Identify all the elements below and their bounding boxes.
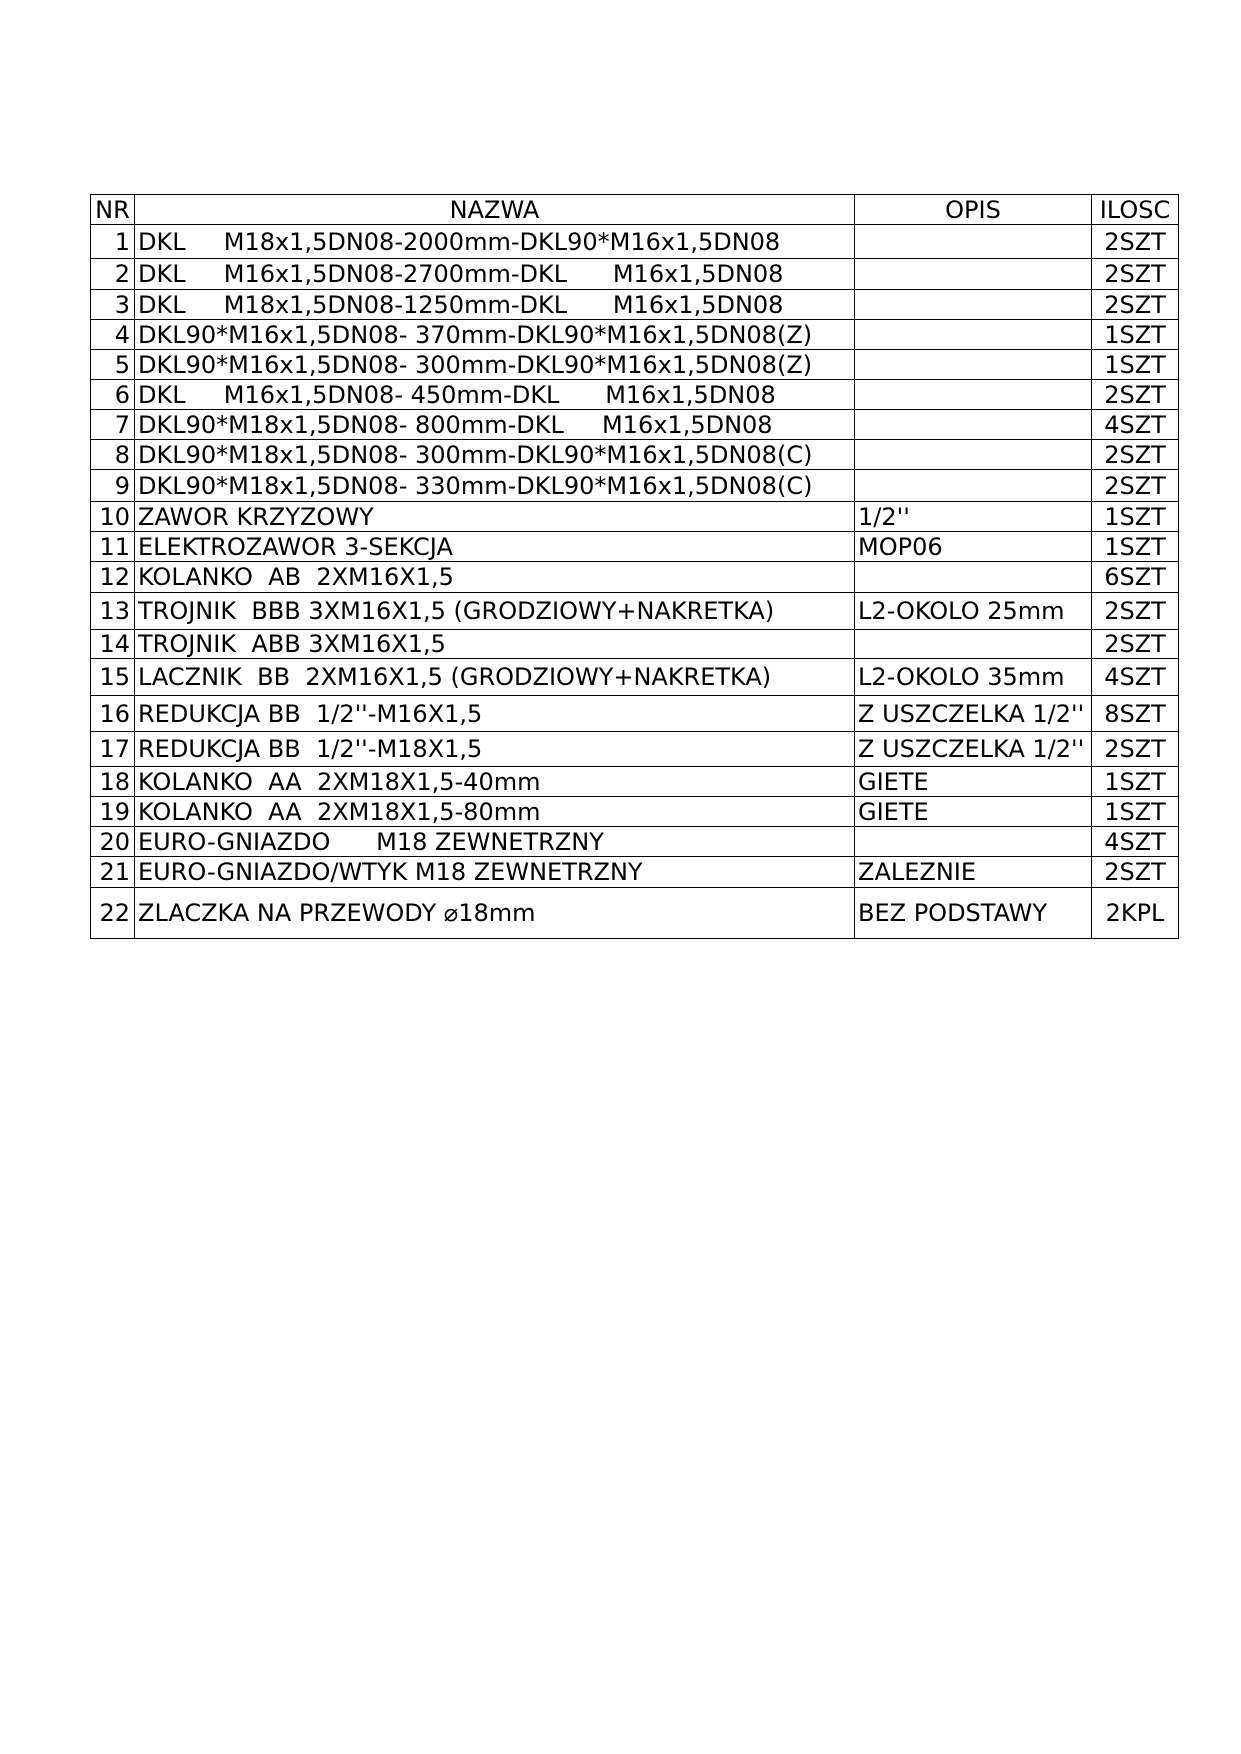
row-quantity-cell: 1SZT	[1092, 797, 1179, 827]
row-quantity-cell: 8SZT	[1092, 696, 1179, 732]
row-name-cell: DKL90*M18x1,5DN08- 330mm-DKL90*M16x1,5DN08(C)	[135, 470, 855, 502]
table-row	[91, 827, 1179, 857]
row-name-cell: DKL90*M16x1,5DN08- 300mm-DKL90*M16x1,5DN08(Z)	[135, 350, 855, 380]
row-nr-cell: 20	[91, 827, 135, 857]
header-nazwa: NAZWA	[135, 195, 855, 225]
row-description-cell	[855, 827, 1092, 857]
row-nr-cell: 9	[91, 470, 135, 502]
row-nr-cell: 17	[91, 732, 135, 767]
row-nr-cell: 16	[91, 696, 135, 732]
row-quantity-cell: 1SZT	[1092, 320, 1179, 350]
row-name-cell: TROJNIK BBB 3XM16X1,5 (GRODZIOWY+NAKRETKA)	[135, 593, 855, 630]
table-row	[91, 732, 1179, 767]
row-description-cell	[855, 562, 1092, 593]
row-quantity-cell: 2SZT	[1092, 225, 1179, 259]
row-nr-cell: 22	[91, 888, 135, 939]
row-name-cell: REDUKCJA BB 1/2''-M16X1,5	[135, 696, 855, 732]
row-nr-cell: 19	[91, 797, 135, 827]
table-row	[91, 320, 1179, 350]
row-description-cell: MOP06	[855, 532, 1092, 562]
row-description-cell	[855, 380, 1092, 410]
table-row	[91, 767, 1179, 797]
table-row	[91, 502, 1179, 532]
table-row	[91, 290, 1179, 320]
table-row	[91, 350, 1179, 380]
row-nr-cell: 8	[91, 440, 135, 470]
row-description-cell	[855, 290, 1092, 320]
row-name-cell: ZLACZKA NA PRZEWODY ⌀18mm	[135, 888, 855, 939]
table-row	[91, 532, 1179, 562]
row-description-cell: L2-OKOLO 25mm	[855, 593, 1092, 630]
row-nr-cell: 10	[91, 502, 135, 532]
header-ilosc: ILOSC	[1092, 195, 1179, 225]
table-row	[91, 410, 1179, 440]
row-quantity-cell: 2SZT	[1092, 380, 1179, 410]
row-name-cell: KOLANKO AA 2XM18X1,5-40mm	[135, 767, 855, 797]
header-nr: NR	[91, 195, 135, 225]
row-name-cell: LACZNIK BB 2XM16X1,5 (GRODZIOWY+NAKRETKA)	[135, 659, 855, 696]
row-nr-cell: 3	[91, 290, 135, 320]
row-nr-cell: 13	[91, 593, 135, 630]
row-nr-cell: 2	[91, 259, 135, 290]
row-description-cell: GIETE	[855, 767, 1092, 797]
row-name-cell: KOLANKO AB 2XM16X1,5	[135, 562, 855, 593]
row-quantity-cell: 6SZT	[1092, 562, 1179, 593]
parts-list-table	[90, 194, 1179, 939]
row-name-cell: TROJNIK ABB 3XM16X1,5	[135, 630, 855, 659]
header-opis: OPIS	[855, 195, 1092, 225]
row-description-cell	[855, 410, 1092, 440]
row-quantity-cell: 1SZT	[1092, 350, 1179, 380]
row-nr-cell: 4	[91, 320, 135, 350]
row-description-cell: BEZ PODSTAWY	[855, 888, 1092, 939]
row-nr-cell: 18	[91, 767, 135, 797]
row-quantity-cell: 2SZT	[1092, 630, 1179, 659]
row-description-cell: GIETE	[855, 797, 1092, 827]
row-quantity-cell: 1SZT	[1092, 532, 1179, 562]
row-quantity-cell: 2SZT	[1092, 259, 1179, 290]
table-row	[91, 259, 1179, 290]
row-nr-cell: 1	[91, 225, 135, 259]
row-nr-cell: 6	[91, 380, 135, 410]
row-quantity-cell: 1SZT	[1092, 502, 1179, 532]
row-name-cell: ELEKTROZAWOR 3-SEKCJA	[135, 532, 855, 562]
table-row	[91, 630, 1179, 659]
row-description-cell: Z USZCZELKA 1/2''	[855, 696, 1092, 732]
row-quantity-cell: 2SZT	[1092, 732, 1179, 767]
table-row	[91, 888, 1179, 939]
row-name-cell: KOLANKO AA 2XM18X1,5-80mm	[135, 797, 855, 827]
row-quantity-cell: 2KPL	[1092, 888, 1179, 939]
table-row	[91, 659, 1179, 696]
row-quantity-cell: 4SZT	[1092, 827, 1179, 857]
row-quantity-cell: 2SZT	[1092, 593, 1179, 630]
row-nr-cell: 21	[91, 857, 135, 888]
table-row	[91, 857, 1179, 888]
row-quantity-cell: 2SZT	[1092, 857, 1179, 888]
row-name-cell: EURO-GNIAZDO M18 ZEWNETRZNY	[135, 827, 855, 857]
row-quantity-cell: 2SZT	[1092, 470, 1179, 502]
table-row	[91, 380, 1179, 410]
row-quantity-cell: 4SZT	[1092, 659, 1179, 696]
row-quantity-cell: 4SZT	[1092, 410, 1179, 440]
row-name-cell: DKL90*M18x1,5DN08- 300mm-DKL90*M16x1,5DN08(C)	[135, 440, 855, 470]
row-name-cell: DKL M18x1,5DN08-2000mm-DKL90*M16x1,5DN08	[135, 225, 855, 259]
row-quantity-cell: 2SZT	[1092, 290, 1179, 320]
table-body	[91, 225, 1179, 939]
row-nr-cell: 12	[91, 562, 135, 593]
row-quantity-cell: 2SZT	[1092, 440, 1179, 470]
row-name-cell: DKL M18x1,5DN08-1250mm-DKL M16x1,5DN08	[135, 290, 855, 320]
row-nr-cell: 5	[91, 350, 135, 380]
row-description-cell	[855, 259, 1092, 290]
row-name-cell: EURO-GNIAZDO/WTYK M18 ZEWNETRZNY	[135, 857, 855, 888]
row-description-cell	[855, 630, 1092, 659]
table-header-row	[91, 195, 1179, 225]
table-row	[91, 225, 1179, 259]
row-description-cell	[855, 350, 1092, 380]
row-description-cell	[855, 440, 1092, 470]
table-row	[91, 440, 1179, 470]
row-nr-cell: 15	[91, 659, 135, 696]
table-row	[91, 470, 1179, 502]
row-name-cell: DKL M16x1,5DN08-2700mm-DKL M16x1,5DN08	[135, 259, 855, 290]
row-description-cell	[855, 470, 1092, 502]
table-row	[91, 696, 1179, 732]
row-nr-cell: 7	[91, 410, 135, 440]
row-name-cell: ZAWOR KRZYZOWY	[135, 502, 855, 532]
row-description-cell	[855, 225, 1092, 259]
row-description-cell: ZALEZNIE	[855, 857, 1092, 888]
row-name-cell: DKL M16x1,5DN08- 450mm-DKL M16x1,5DN08	[135, 380, 855, 410]
table-row	[91, 797, 1179, 827]
row-description-cell: 1/2''	[855, 502, 1092, 532]
row-description-cell	[855, 320, 1092, 350]
table-row	[91, 562, 1179, 593]
row-description-cell: L2-OKOLO 35mm	[855, 659, 1092, 696]
row-nr-cell: 14	[91, 630, 135, 659]
row-nr-cell: 11	[91, 532, 135, 562]
row-name-cell: DKL90*M16x1,5DN08- 370mm-DKL90*M16x1,5DN08(Z)	[135, 320, 855, 350]
row-description-cell: Z USZCZELKA 1/2''	[855, 732, 1092, 767]
row-name-cell: REDUKCJA BB 1/2''-M18X1,5	[135, 732, 855, 767]
row-quantity-cell: 1SZT	[1092, 767, 1179, 797]
table-row	[91, 593, 1179, 630]
row-name-cell: DKL90*M18x1,5DN08- 800mm-DKL M16x1,5DN08	[135, 410, 855, 440]
